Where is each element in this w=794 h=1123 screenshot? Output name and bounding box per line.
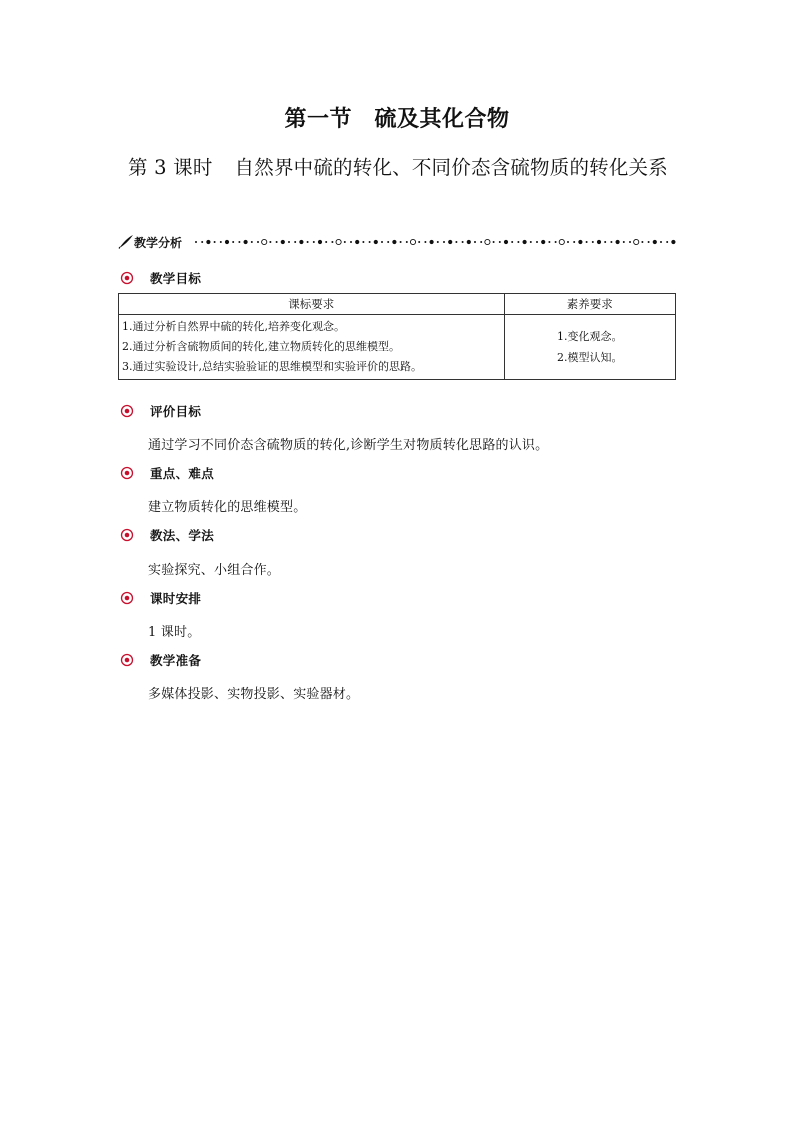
ornament-dot xyxy=(567,241,569,243)
ornament-dot xyxy=(392,240,396,244)
literacy-item: 2.模型认知。 xyxy=(557,351,623,364)
section-heading-schedule: 课时安排 xyxy=(118,589,201,607)
ornament-dot xyxy=(424,241,426,243)
ornament-dot xyxy=(641,241,643,243)
section-text-preparation: 多媒体投影、实物投影、实验器材。 xyxy=(148,687,360,702)
goals-table xyxy=(118,293,676,380)
ornament-dot xyxy=(220,241,222,243)
ornament-dot xyxy=(225,240,229,244)
target-bullet-icon xyxy=(120,591,134,605)
ornament-dot xyxy=(548,241,550,243)
ornament-dot xyxy=(634,239,639,244)
ornament-dot xyxy=(523,240,527,244)
ornament-dot xyxy=(623,241,625,243)
ornament-dot xyxy=(455,241,457,243)
ornament-dot xyxy=(462,241,464,243)
dotted-ornament xyxy=(194,233,678,251)
ornament-dot xyxy=(604,241,606,243)
ornament-dot xyxy=(276,241,278,243)
lesson-topic: 自然界中硫的转化、不同价态含硫物质的转化关系 xyxy=(234,156,668,179)
requirement-item: 3.通过实验设计,总结实验验证的思维模型和实验评价的思路。 xyxy=(122,360,422,373)
target-bullet-icon xyxy=(120,653,134,667)
ornament-dot xyxy=(541,240,545,244)
ornament-dot xyxy=(467,240,471,244)
table-header: 课标要求 xyxy=(119,294,505,315)
ornament-dot xyxy=(443,241,445,243)
table-header: 素养要求 xyxy=(504,294,675,315)
banner-label: 教学分析 xyxy=(134,236,183,250)
ornament-dot xyxy=(206,240,210,244)
ornament-dot xyxy=(485,239,490,244)
ornament-dot xyxy=(381,241,383,243)
ornament-dot xyxy=(660,241,662,243)
ornament-dot xyxy=(299,240,303,244)
requirement-item: 1.通过分析自然界中硫的转化,培养变化观念。 xyxy=(122,320,345,333)
lesson-number: 第 3 课时 xyxy=(128,156,213,179)
ornament-dot xyxy=(336,239,341,244)
ornament-dot xyxy=(511,241,513,243)
ornament-dot xyxy=(406,241,408,243)
target-bullet-icon xyxy=(120,466,134,480)
ornament-dot xyxy=(430,240,434,244)
ornament-dot xyxy=(586,241,588,243)
ornament-dot xyxy=(387,241,389,243)
ornament-dot xyxy=(307,241,309,243)
ornament-dot xyxy=(493,241,495,243)
ornament-dot xyxy=(616,240,620,244)
ornament-dot xyxy=(325,241,327,243)
ornament-dot xyxy=(410,239,415,244)
ornament-dot xyxy=(201,241,203,243)
literacy-requirements-cell xyxy=(504,315,675,380)
section-text-methods: 实验探究、小组合作。 xyxy=(148,563,281,578)
target-bullet-icon xyxy=(120,271,134,285)
ornament-dot xyxy=(344,241,346,243)
ornament-dot xyxy=(559,239,564,244)
ornament-dot xyxy=(474,241,476,243)
section-heading-preparation: 教学准备 xyxy=(118,651,201,669)
ornament-dot xyxy=(355,240,359,244)
ornament-dot xyxy=(578,240,582,244)
ornament-dot xyxy=(666,241,668,243)
ornament-dot xyxy=(331,241,333,243)
ornament-dot xyxy=(313,241,315,243)
ornament-dot xyxy=(195,241,197,243)
ornament-dot xyxy=(530,241,532,243)
ornament-dot xyxy=(214,241,216,243)
section-heading-evaluation: 评价目标 xyxy=(118,402,201,420)
ornament-dot xyxy=(269,241,271,243)
curriculum-requirements-cell xyxy=(119,315,505,380)
literacy-item: 1.变化观念。 xyxy=(557,330,623,343)
ornament-dot xyxy=(374,240,378,244)
ornament-dot xyxy=(653,240,657,244)
ornament-dot xyxy=(648,241,650,243)
section-text-evaluation: 通过学习不同价态含硫物质的转化,诊断学生对物质转化思路的认识。 xyxy=(148,438,549,453)
ornament-dot xyxy=(499,241,501,243)
section-text-schedule: 1 课时。 xyxy=(148,625,201,640)
ornament-dot xyxy=(536,241,538,243)
ornament-dot xyxy=(251,241,253,243)
lesson-subtitle xyxy=(118,146,678,190)
target-bullet-icon xyxy=(120,404,134,418)
ornament-dot xyxy=(448,240,452,244)
ornament-dot xyxy=(437,241,439,243)
ornament-dot xyxy=(294,241,296,243)
ornament-dot xyxy=(262,239,267,244)
ornament-dot xyxy=(257,241,259,243)
teaching-analysis-banner xyxy=(118,233,678,251)
ornament-dot xyxy=(629,241,631,243)
ornament-dot xyxy=(504,240,508,244)
ornament-dot xyxy=(281,240,285,244)
ornament-dot xyxy=(592,241,594,243)
target-bullet-icon xyxy=(120,528,134,542)
ornament-dot xyxy=(350,241,352,243)
quill-icon xyxy=(118,233,134,249)
ornament-dot xyxy=(400,241,402,243)
ornament-dot xyxy=(318,240,322,244)
section-heading-goals: 教学目标 xyxy=(118,269,201,287)
section-text-key-points: 建立物质转化的思维模型。 xyxy=(148,500,307,515)
requirement-item: 2.通过分析含硫物质间的转化,建立物质转化的思维模型。 xyxy=(122,340,400,353)
ornament-dot xyxy=(288,241,290,243)
ornament-dot xyxy=(610,241,612,243)
ornament-dot xyxy=(517,241,519,243)
section-heading-methods: 教法、学法 xyxy=(118,526,214,544)
ornament-dot xyxy=(232,241,234,243)
ornament-dot xyxy=(480,241,482,243)
ornament-dot xyxy=(362,241,364,243)
ornament-dot xyxy=(597,240,601,244)
ornament-dot xyxy=(238,241,240,243)
ornament-dot xyxy=(671,240,675,244)
section-heading-key-points: 重点、难点 xyxy=(118,464,214,482)
ornament-dot xyxy=(418,241,420,243)
ornament-dot xyxy=(573,241,575,243)
page-title: 第一节 硫及其化合物 xyxy=(284,107,510,132)
ornament-dot xyxy=(244,240,248,244)
ornament-dot xyxy=(369,241,371,243)
ornament-dot xyxy=(555,241,557,243)
